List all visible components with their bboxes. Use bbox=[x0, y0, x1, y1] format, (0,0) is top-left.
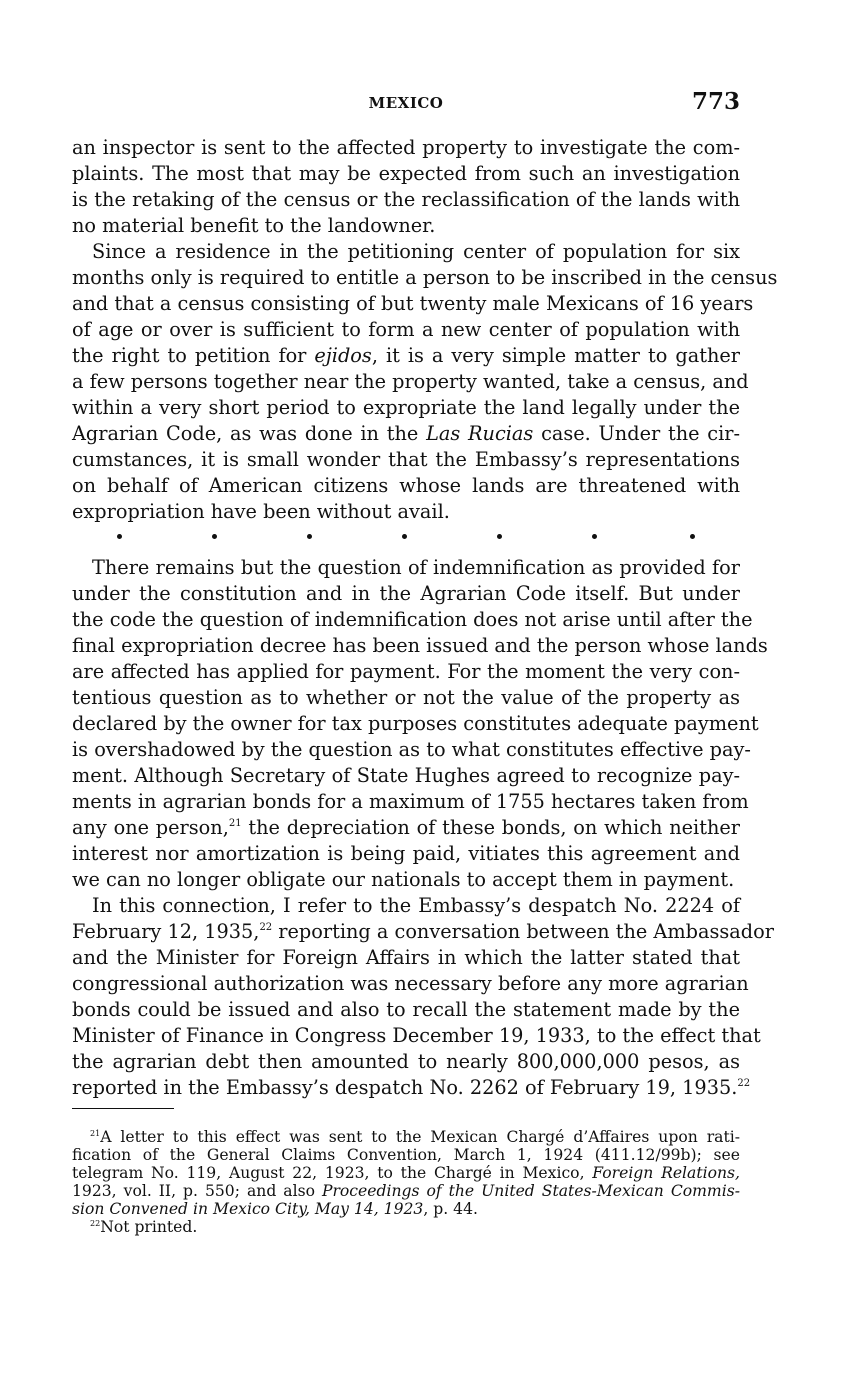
footnote-22-line bbox=[90, 1218, 740, 1236]
text-run: 1923, vol. bbox=[72, 1182, 159, 1200]
footnote-21-line bbox=[72, 1182, 740, 1200]
text-line: on behalf of American citizens whose lands are threatened with bbox=[72, 474, 740, 497]
footnote-reference-22: 22 bbox=[737, 1078, 751, 1089]
italic-case-name: Las Rucias bbox=[426, 422, 534, 445]
text-line: within a very short period to expropriate the land legally under the bbox=[72, 396, 740, 419]
text-line: bonds could be issued and also to recall the statement made by the bbox=[72, 998, 740, 1021]
text-line: final expropriation decree has been issued and the person whose lands bbox=[72, 634, 768, 657]
text-line: cumstances, it is small wonder that the Embassy’s representations bbox=[72, 448, 740, 471]
text-line: are affected has applied for payment. For the moment the very con- bbox=[72, 660, 740, 683]
text-line: and the Minister for Foreign Affairs in which the latter stated that bbox=[72, 946, 740, 969]
text-line bbox=[72, 919, 774, 945]
text-run: , p. 550; and also bbox=[171, 1182, 322, 1200]
text-line: months only is required to entitle a person to be inscribed in the census bbox=[72, 266, 778, 289]
text-line bbox=[72, 1075, 751, 1101]
paragraph-first-line: There remains but the question of indemnification as provided for bbox=[92, 556, 740, 579]
running-head: MEXICO bbox=[368, 94, 444, 112]
text-line: the agrarian debt then amounted to nearly 800,000,000 pesos, as bbox=[72, 1050, 740, 1073]
footnote-21-line: fication of the General Claims Convention, March 1, 1924 (411.12/99b); see bbox=[72, 1146, 740, 1164]
small-caps-volume: II bbox=[158, 1182, 172, 1200]
italic-title: sion Convened in Mexico City, May 14, 1923 bbox=[72, 1200, 424, 1218]
ellipsis-dot bbox=[402, 534, 407, 539]
italic-title: Foreign Relations, bbox=[592, 1164, 740, 1182]
text-line bbox=[72, 815, 740, 841]
text-run: any one person, bbox=[72, 816, 229, 839]
text-run: reported in the Embassy’s despatch No. 2262 of February 19, 1935. bbox=[72, 1076, 738, 1099]
footnote-21-line bbox=[90, 1128, 740, 1146]
text-run: case. Under the cir- bbox=[533, 422, 740, 445]
text-line: of age or over is sufficient to form a new center of population with bbox=[72, 318, 740, 341]
text-line bbox=[72, 421, 740, 447]
text-line: is the retaking of the census or the reclassification of the lands with bbox=[72, 188, 740, 211]
ellipsis-dot bbox=[690, 534, 695, 539]
ellipsis-dot bbox=[307, 534, 312, 539]
text-line: and that a census consisting of but twenty male Mexicans of 16 years bbox=[72, 292, 754, 315]
footnote-21-line bbox=[72, 1164, 740, 1182]
italic-term-ejidos: ejidos bbox=[314, 344, 372, 367]
text-run: the right to petition for bbox=[72, 344, 315, 367]
text-line: an inspector is sent to the affected property to investigate the com- bbox=[72, 136, 740, 159]
ellipsis-dot bbox=[592, 534, 597, 539]
footnote-marker-21: 21 bbox=[90, 1129, 101, 1138]
text-run: February 12, 1935, bbox=[72, 920, 260, 943]
footnote-reference-22: 22 bbox=[259, 922, 273, 933]
text-run: Agrarian Code, as was done in the bbox=[72, 422, 427, 445]
text-run: Not printed. bbox=[100, 1218, 198, 1236]
paragraph-first-line: In this connection, I refer to the Embassy’s despatch No. 2224 of bbox=[92, 894, 740, 917]
italic-title: Proceedings of the United States-Mexican Commis- bbox=[321, 1182, 740, 1200]
text-line: under the constitution and in the Agrarian Code itself. But under bbox=[72, 582, 740, 605]
text-line: expropriation have been without avail. bbox=[72, 500, 450, 523]
page-header bbox=[72, 88, 740, 122]
text-line: plaints. The most that may be expected from such an investigation bbox=[72, 162, 740, 185]
text-line: declared by the owner for tax purposes constitutes adequate payment bbox=[72, 712, 759, 735]
text-run: , p. 44. bbox=[423, 1200, 478, 1218]
footnote-21-line bbox=[72, 1200, 740, 1218]
paragraph-first-line: Since a residence in the petitioning center of population for six bbox=[92, 240, 740, 263]
text-run: A letter to this effect was sent to the Mexican Chargé d’Affaires upon rati- bbox=[100, 1128, 740, 1146]
ellipsis-dot bbox=[497, 534, 502, 539]
text-line: a few persons together near the property wanted, take a census, and bbox=[72, 370, 749, 393]
page-number: 773 bbox=[691, 88, 740, 115]
footnote-divider bbox=[72, 1108, 174, 1109]
text-run: telegram No. 119, August 22, 1923, to the Chargé in Mexico, bbox=[72, 1164, 593, 1182]
text-run: , it is a very simple matter to gather bbox=[371, 344, 740, 367]
footnote-marker-22: 22 bbox=[90, 1219, 101, 1228]
text-line: the code the question of indemnification does not arise until after the bbox=[72, 608, 753, 631]
text-line: ments in agrarian bonds for a maximum of 1755 hectares taken from bbox=[72, 790, 749, 813]
text-line bbox=[72, 343, 740, 369]
text-run: reporting a conversation between the Ambassador bbox=[272, 920, 774, 943]
text-line: ment. Although Secretary of State Hughes agreed to recognize pay- bbox=[72, 764, 740, 787]
ellipsis-dots-separator bbox=[100, 530, 720, 544]
text-line: interest nor amortization is being paid, vitiates this agreement and bbox=[72, 842, 740, 865]
text-line: is overshadowed by the question as to what constitutes effective pay- bbox=[72, 738, 751, 761]
text-line: tentious question as to whether or not the value of the property as bbox=[72, 686, 740, 709]
footnote-reference-21: 21 bbox=[228, 818, 242, 829]
ellipsis-dot bbox=[212, 534, 217, 539]
text-line: Minister of Finance in Congress December 19, 1933, to the effect that bbox=[72, 1024, 761, 1047]
text-line: congressional authorization was necessary before any more agrarian bbox=[72, 972, 749, 995]
ellipsis-dot bbox=[117, 534, 122, 539]
text-run: the depreciation of these bonds, on which neither bbox=[241, 816, 740, 839]
text-line: no material benefit to the landowner. bbox=[72, 214, 436, 237]
text-line: we can no longer obligate our nationals to accept them in payment. bbox=[72, 868, 735, 891]
